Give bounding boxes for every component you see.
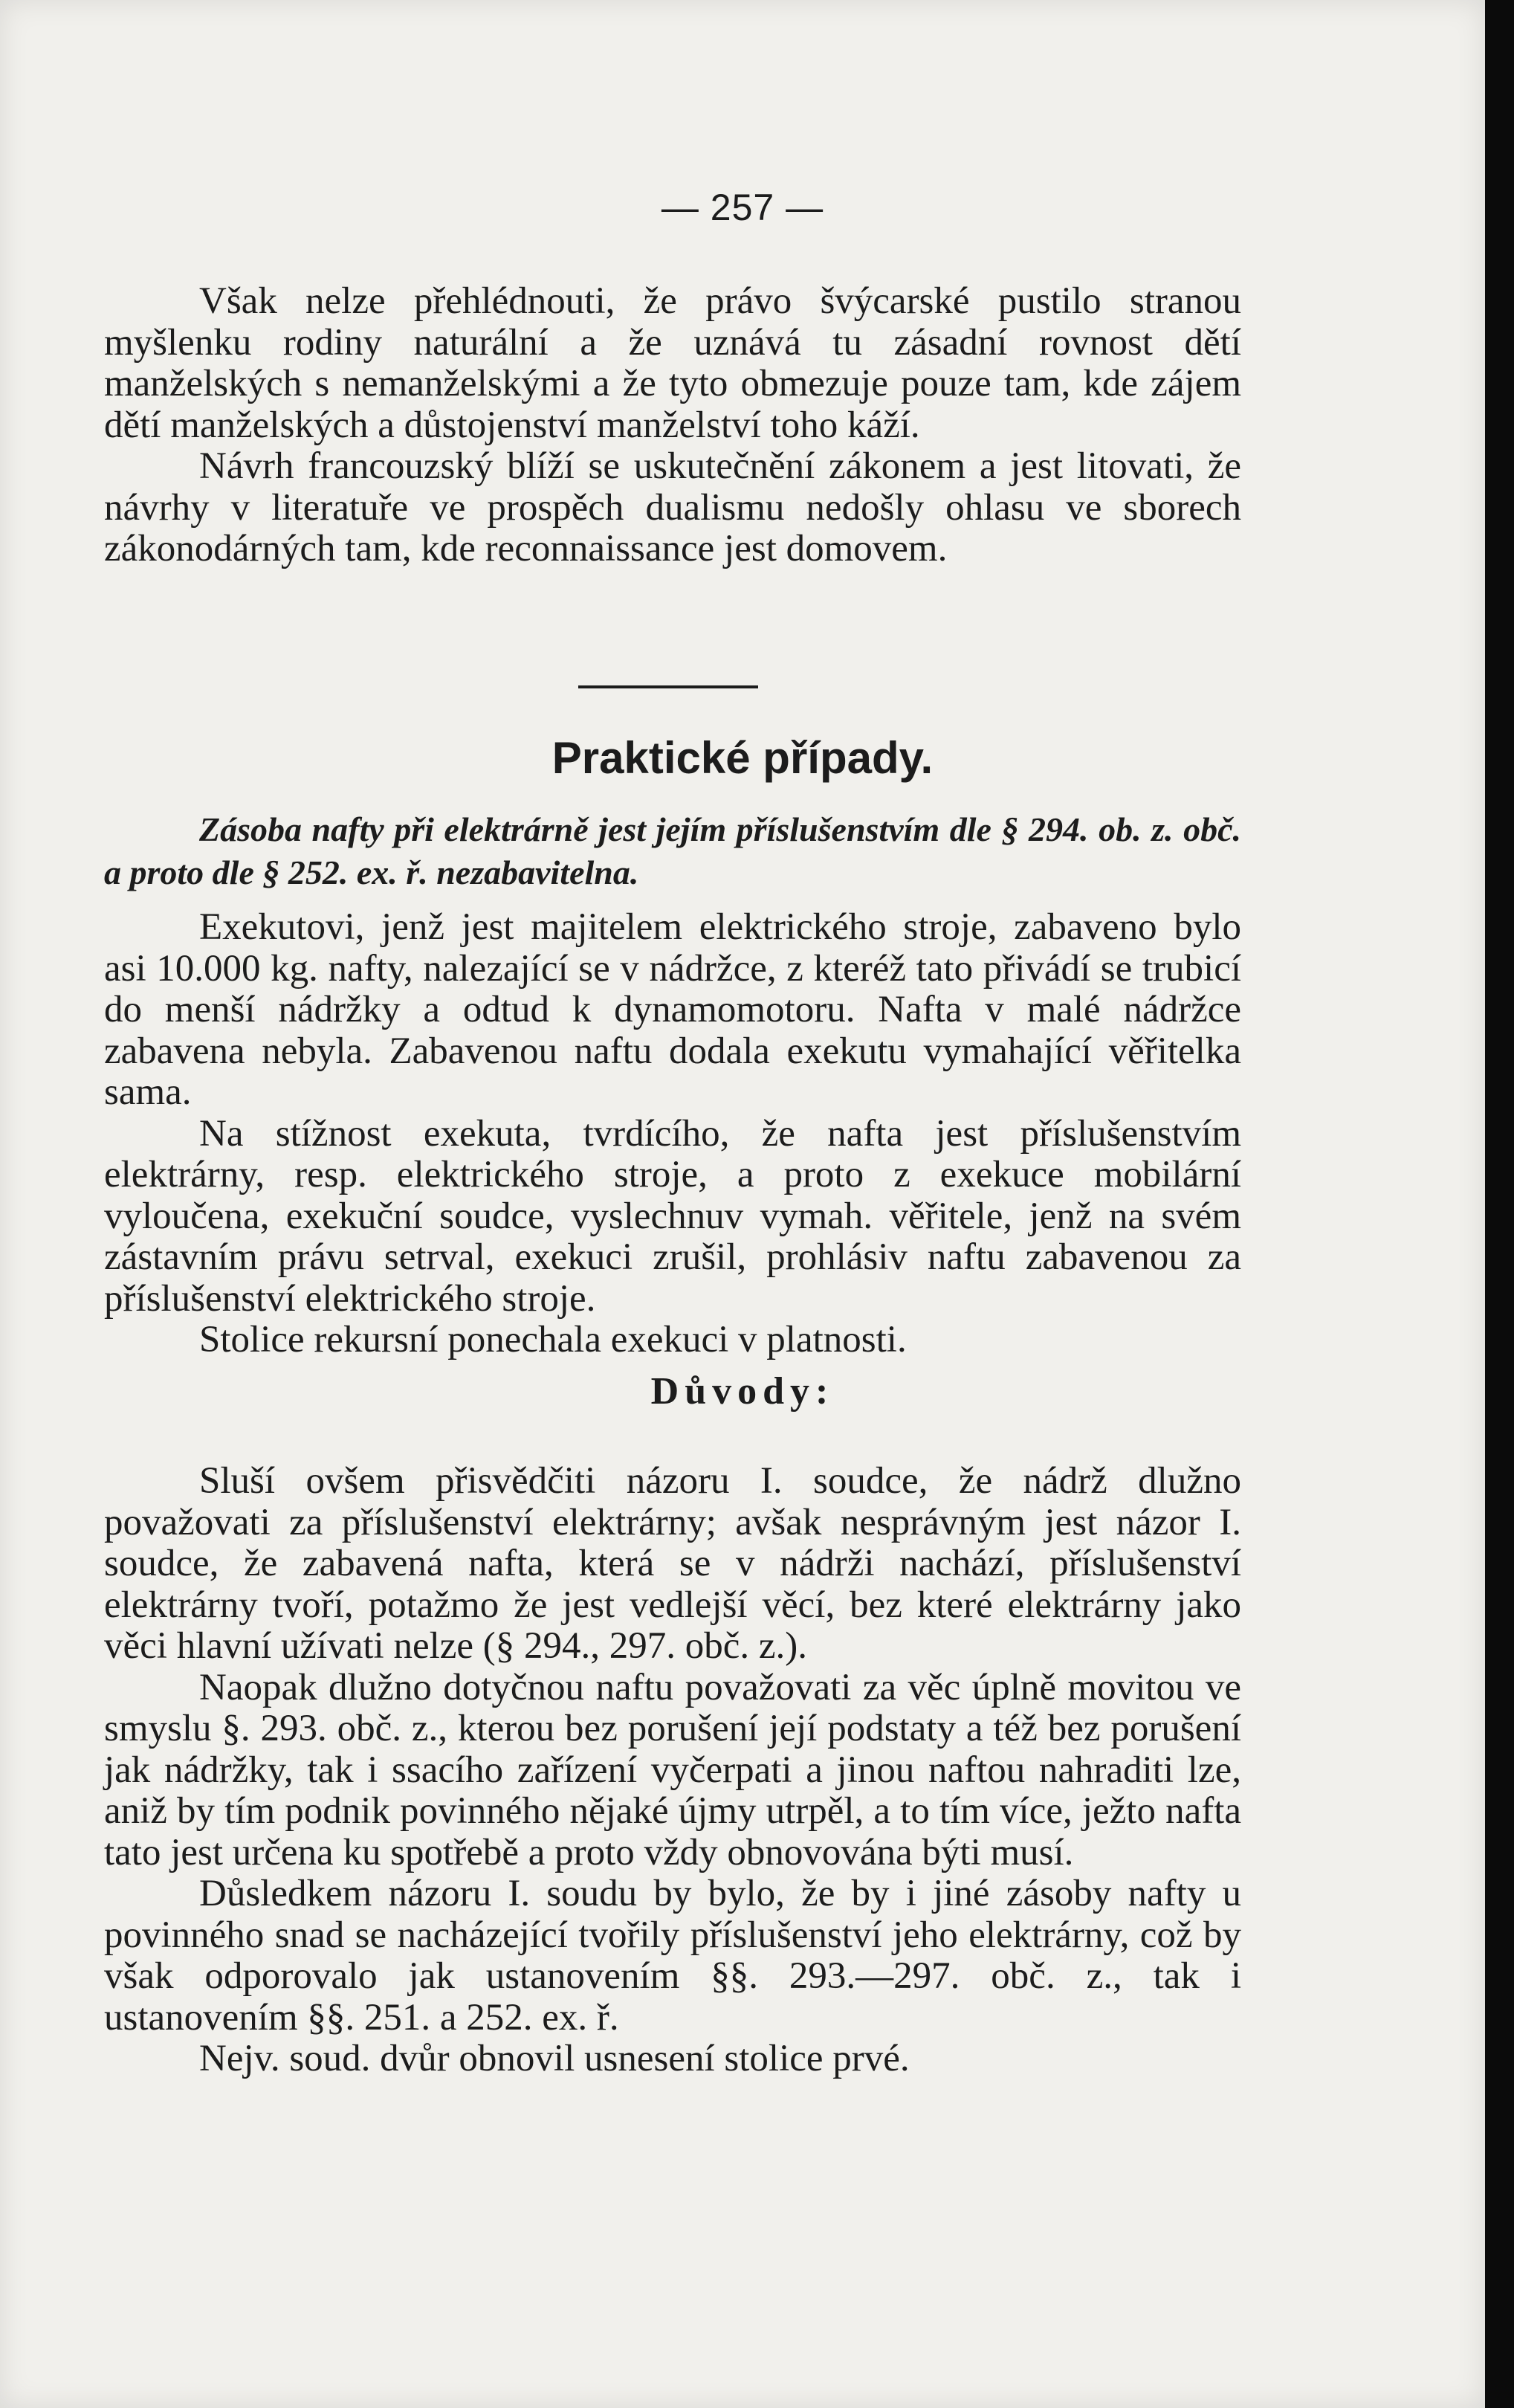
facts-section xyxy=(104,907,1241,1361)
reasons-paragraph-4: Nejv. soud. dvůr obnovil usnesení stolice prvé. xyxy=(199,2038,910,2079)
case-summary: Zásoba nafty při elektrárně jest jejím příslušenstvím dle § 294. ob. z. obč. a proto dle § 252. ex. ř. nezabavitelna. xyxy=(104,810,1241,891)
page-number: — 257 — xyxy=(661,187,824,228)
reasons-paragraph-3: Důsledkem názoru I. soudu by bylo, že by i jiné zásoby nafty u povinného snad se nacházející tvořily příslušenství jeho elektrárny, což by však odporovalo jak ustanovením §§. 293.—297. obč. z., tak i ustanovením §§. 251. a 252. ex. ř. xyxy=(104,1873,1241,2039)
facts-paragraph-3: Stolice rekursní ponechala exekuci v platnosti. xyxy=(199,1319,907,1360)
reasons-paragraph-1: Sluší ovšem přisvědčiti názoru I. soudce, že nádrž dlužno považovati za příslušenství elektrárny; avšak nesprávným jest názor I. soudce, že zabavená nafta, která se v nádrži nachází, příslušenství elektrárny tvoří, potažmo že jest vedlejší věcí, bez které elektrárny jako věci hlavní užívati nelze (§ 294., 297. obč. z.). xyxy=(104,1460,1241,1667)
intro-section xyxy=(104,281,1241,570)
intro-paragraph-2: Návrh francouzský blíží se uskutečnění zákonem a jest litovati, že návrhy v literatuře ve prospěch dualismu nedošly ohlasu ve sborech zákonodárných tam, kde reconnaissance jest domovem. xyxy=(104,445,1241,569)
intro-paragraph-1: Však nelze přehlédnouti, že právo švýcarské pustilo stranou myšlenku rodiny naturální a že uznává tu zásadní rovnost dětí manželských s nemanželskými a že tyto obmezuje pouze tam, kde zájem dětí manželských a důstojenství manželství toho káží. xyxy=(104,280,1241,446)
reasons-section xyxy=(104,1461,1241,2080)
scan-border xyxy=(1485,0,1514,2408)
section-divider xyxy=(578,685,758,688)
facts-paragraph-1: Exekutovi, jenž jest majitelem elektrického stroje, zabaveno bylo asi 10.000 kg. nafty, nalezající se v nádržce, z kteréž tato přivádí se trubicí do menší nádržky a odtud k dynamomotoru. Nafta v malé nádržce zabavena nebyla. Zabavenou naftu dodala exekutu vymahající věřitelka sama. xyxy=(104,906,1241,1113)
section-title: Praktické případy. xyxy=(551,733,934,783)
reasons-paragraph-2: Naopak dlužno dotyčnou naftu považovati za věc úplně movitou ve smyslu §. 293. obč. z., kterou bez porušení její podstaty a též bez porušení jak nádržky, tak i ssacího zařízení vyčerpati a jinou naftou nahraditi lze, aniž by tím podnik povinného nějaké újmy utrpěl, a to tím více, ježto nafta tato jest určena ku spotřebě a proto vždy obnovována býti musí. xyxy=(104,1666,1241,1873)
case-summary-block xyxy=(104,808,1241,894)
facts-paragraph-2: Na stížnost exekuta, tvrdícího, že nafta jest příslušenstvím elektrárny, resp. elektrického stroje, a proto z exekuce mobilární vyloučena, exekuční soudce, vyslechnuv vymah. věřitele, jenž na svém zástavním právu setrval, exekuci zrušil, prohlásiv naftu zabavenou za příslušenství elektrického stroje. xyxy=(104,1112,1241,1320)
reasons-title: Důvody: xyxy=(650,1370,835,1413)
